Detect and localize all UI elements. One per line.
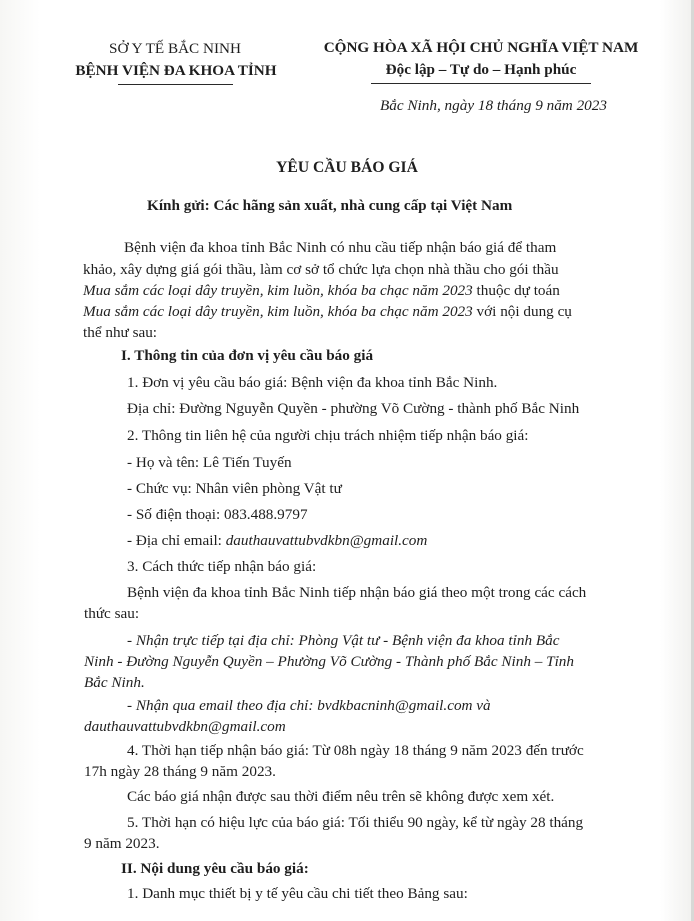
receiving-methods-heading: 3. Cách thức tiếp nhận báo giá: (127, 558, 317, 575)
hospital-name: BỆNH VIỆN ĐA KHOA TỈNH (75, 62, 277, 79)
budget-name: Mua sắm các loại dây truyền, kim luồn, khóa ba chạc năm 2023 (83, 303, 473, 320)
national-motto: Độc lập – Tự do – Hạnh phúc (385, 61, 577, 78)
intro-line-3 (83, 283, 560, 298)
section-2-heading: II. Nội dung yêu cầu báo giá: (121, 860, 309, 877)
late-quote-note: Các báo giá nhận được sau thời điểm nêu trên sẽ không được xem xét. (127, 788, 555, 805)
equipment-list-intro: 1. Danh mục thiết bị y tế yêu cầu chi tiết theo Bảng sau: (127, 885, 468, 902)
section-1-heading: I. Thông tin của đơn vị yêu cầu báo giá (121, 347, 374, 364)
direct-delivery-line-3: Bắc Ninh. (84, 674, 145, 691)
direct-delivery-line-2: Ninh - Đường Nguyễn Quyền – Phường Võ Cường - Thành phố Bắc Ninh – Tỉnh (84, 653, 574, 670)
document-title: YÊU CẦU BÁO GIÁ (276, 159, 418, 176)
contact-email-label: - Địa chỉ email: (127, 532, 226, 549)
national-title: CỘNG HÒA XÃ HỘI CHỦ NGHĨA VIỆT NAM (323, 39, 639, 56)
national-motto-underline (371, 83, 591, 84)
direct-delivery-line-1: - Nhận trực tiếp tại địa chỉ: Phòng Vật tư - Bệnh viện đa khoa tỉnh Bắc (127, 632, 560, 649)
salutation: Kính gửi: Các hãng sản xuất, nhà cung cấp tại Việt Nam (147, 197, 513, 214)
authority-name: SỞ Y TẾ BẮC NINH (109, 40, 241, 57)
contact-phone: - Số điện thoại: 083.488.9797 (127, 506, 308, 523)
intro-line-5: thể như sau: (83, 324, 158, 341)
contact-email-address: dauthauvattubvdkbn@gmail.com (225, 532, 428, 549)
email-delivery-line-1: - Nhận qua email theo địa chỉ: bvdkbacninh@gmail.com và (127, 697, 491, 714)
deadline-line-2: 17h ngày 28 tháng 9 năm 2023. (84, 763, 276, 780)
receiving-methods-line-1: Bệnh viện đa khoa tỉnh Bắc Ninh tiếp nhận báo giá theo một trong các cách (127, 584, 587, 601)
contact-info-heading: 2. Thông tin liên hệ của người chịu trách nhiệm tiếp nhận báo giá: (127, 427, 529, 444)
receiving-methods-line-2: thức sau: (84, 605, 140, 622)
date-line: Bắc Ninh, ngày 18 tháng 9 năm 2023 (380, 97, 607, 114)
package-name: Mua sắm các loại dây truyền, kim luồn, khóa ba chạc năm 2023 (83, 282, 473, 299)
unit-address: Địa chỉ: Đường Nguyễn Quyền - phường Võ Cường - thành phố Bắc Ninh (127, 400, 580, 417)
requesting-unit: 1. Đơn vị yêu cầu báo giá: Bệnh viện đa khoa tỉnh Bắc Ninh. (127, 374, 498, 391)
validity-line-1: 5. Thời hạn có hiệu lực của báo giá: Tối thiểu 90 ngày, kể từ ngày 28 tháng (127, 814, 584, 831)
intro-line-2: khảo, xây dựng giá gói thầu, làm cơ sở tổ chức lựa chọn nhà thầu cho gói thầu (83, 261, 559, 278)
hospital-name-underline (118, 84, 233, 85)
contact-name: - Họ và tên: Lê Tiến Tuyến (127, 454, 292, 471)
contact-position: - Chức vụ: Nhân viên phòng Vật tư (127, 480, 342, 497)
email-delivery-line-2: dauthauvattubvdkbn@gmail.com (84, 718, 286, 735)
intro-line-4 (83, 304, 572, 319)
deadline-line-1: 4. Thời hạn tiếp nhận báo giá: Từ 08h ngày 18 tháng 9 năm 2023 đến trước (127, 742, 584, 759)
intro-line-4-tail: với nội dung cụ (472, 303, 572, 320)
contact-email-line (127, 533, 427, 548)
validity-line-2: 9 năm 2023. (84, 835, 160, 852)
intro-line-3-tail: thuộc dự toán (472, 282, 560, 299)
intro-line-1: Bệnh viện đa khoa tỉnh Bắc Ninh có nhu cầu tiếp nhận báo giá để tham (124, 239, 557, 256)
